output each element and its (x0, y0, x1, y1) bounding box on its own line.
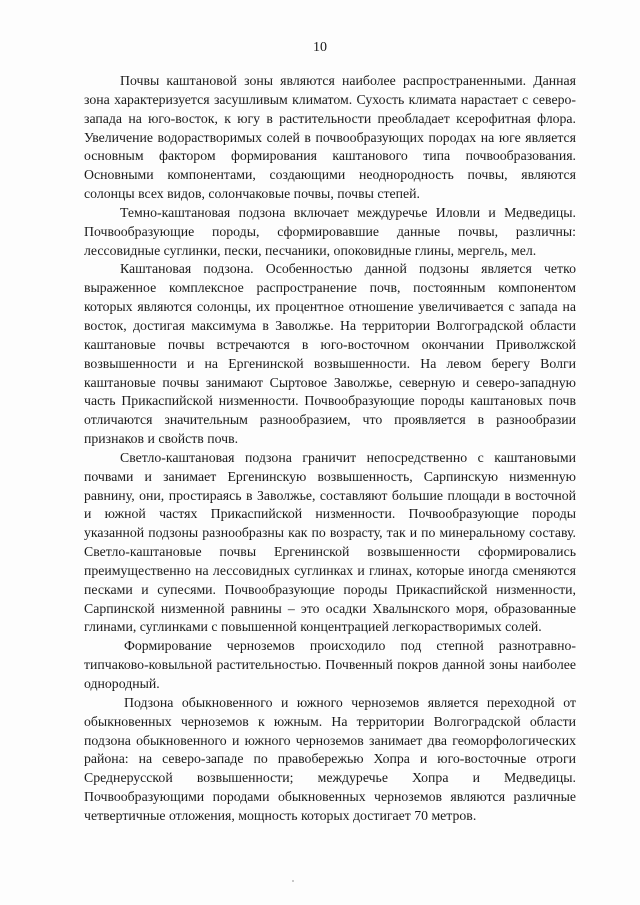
body-text (84, 72, 576, 826)
paragraph-dark-chestnut-subzone: Темно-каштановая подзона включает междуречье Иловли и Медведицы. Почвообразующие породы, сформировавшие данные почвы, различны: лессовидные суглинки, пески, песчаники, опоковидные глины, мергель, мел. (84, 204, 576, 258)
page-number: 10 (313, 40, 327, 55)
paragraph-chestnut-subzone: Каштановая подзона. Особенностью данной подзоны является четко выраженное комплексное распространение почв, постоянным компонентом которых являются солонцы, их процентное отношение увеличивается с запада на восток, достигая максимума в Заволжье. На территории Волгоградской области каштановые почвы встречаются в юго-восточном окончании Приволжской возвышенности и на Ергенинской возвышенности. На левом берегу Волги каштановые почвы занимают Сыртовое Заволжье, северную и северо-западную часть Прикаспийской низменности. Почвообразующие породы каштановых почв отличаются значительным разнообразием, что проявляется в разнообразии признаков и свойств почв. (84, 261, 576, 447)
scan-speck (292, 880, 294, 882)
paragraph-light-chestnut-subzone: Светло-каштановая подзона граничит непосредственно с каштановыми почвами и занимает Ергенинскую возвышенность, Сарпинскую низменную равнину, они, простираясь в Заволжье, составляют большие площади в восточной и южной частях Прикаспийской низменности. Почвообразующие породы указанной подзоны разнообразны как по возрасту, так и по минеральному составу. Светло-каштановые почвы Ергенинской возвышенности сформировались преимущественно на лессовидных суглинках и глинах, которые иногда сменяются песками и супесями. Почвообразующие породы Прикаспийской низменности, Сарпинской низменной равнины – это осадки Хвалынского моря, образованные глинами, суглинками с повышенной концентрацией легкорастворимых солей. (84, 449, 576, 635)
paragraph-chestnut-zone: Почвы каштановой зоны являются наиболее распространенными. Данная зона характеризуется засушливым климатом. Сухость климата нарастает с северо-запада на юго-восток, к югу в растительности преобладает ксерофитная флора. Увеличение водорастворимых солей в почвообразующих породах на юге является основным фактором формирования каштанового типа почвообразования. Основными компонентами, создающими неоднородность почвы, являются солонцы всех видов, солончаковые почвы, почвы степей. (84, 73, 576, 202)
paragraph-ordinary-southern-chernozem: Подзона обыкновенного и южного черноземов является переходной от обыкновенных черноземов к южным. На территории Волгоградской области подзона обыкновенного и южного черноземов занимает два геоморфологических района: на северо-западе по правобережью Хопра и юго-восточные отроги Среднерусской возвышенности; междуречье Хопра и Медведицы. Почвообразующими породами обыкновенных черноземов являются различные четвертичные отложения, мощность которых достигает 70 метров. (84, 694, 576, 823)
paragraph-chernozem-formation: Формирование черноземов происходило под степной разнотравно-типчаково-ковыльной растительностью. Почвенный покров данной зоны наиболее однородный. (84, 638, 576, 691)
